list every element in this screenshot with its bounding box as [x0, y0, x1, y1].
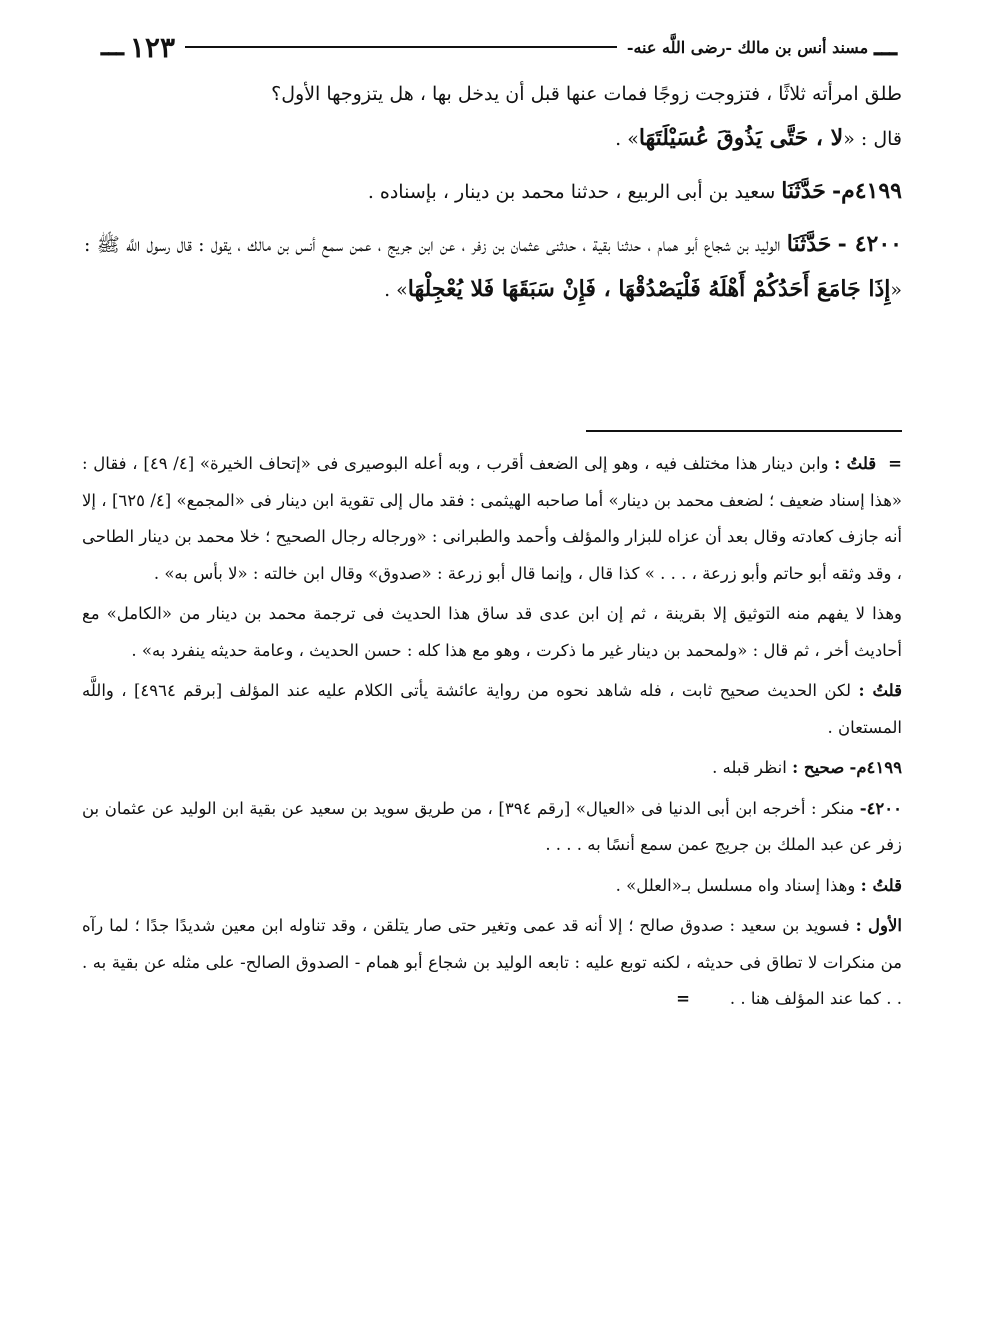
note-label: قلتُ :	[834, 454, 877, 473]
main-text	[84, 72, 902, 320]
footnote-divider	[586, 430, 902, 432]
note-label: صحيح :	[792, 758, 845, 777]
hadith-number: ٤٢٠٠ -	[837, 231, 902, 257]
continuation-marker: =	[676, 989, 690, 1008]
haddathana-word: حَدَّثَنَا	[781, 178, 826, 204]
hadith-text-line1: طلق امرأته ثلاثًا ، فتزوجت زوجًا فمات عنها قبل أن يدخل بها ، هل يتزوجها الأول؟	[271, 83, 902, 105]
book-title: مسند أنس بن مالك -رضى اللَّه عنه-	[626, 37, 869, 57]
running-header	[95, 30, 903, 64]
note-text: وهذا لا يفهم منه التوثيق إلا بقرينة ، ثم إن ابن عدى قد ساق هذا الحديث فى ترجمة محمد بن دينار من «الكامل» مع أحاديث أخر ، ثم قال : «ولمحمد بن دينار غير ما ذكرت ، وهو مع هذا كله : حسن الحديث ، وعامة حديثه ينفرد به» .	[82, 604, 902, 660]
page-number: ١٢٣	[129, 30, 175, 64]
note-label: قلتُ :	[858, 681, 903, 700]
note-label: قلتُ :	[860, 875, 902, 895]
note-paragraph	[82, 673, 902, 746]
continuation-marker: =	[888, 454, 902, 473]
note-number: ٤١٩٩م-	[849, 758, 902, 777]
hadith-4200	[84, 222, 902, 312]
prophetic-saying: لا ، حَتَّى يَذُوقَ عُسَيْلَتَهَا	[638, 125, 844, 151]
prophetic-saying: إِذَا جَامَعَ أَحَدُكُمْ أَهْلَهُ فَلْيَصْدُقْهَا ، فَإِنْ سَبَقَهَا فَلا يُعْجِلْهَا	[407, 276, 891, 302]
hadith-4199	[84, 169, 902, 214]
hadith-text-line2-prefix: قال : «	[843, 128, 902, 150]
note-paragraph	[82, 750, 902, 787]
header-dash-right: ـــ	[874, 32, 897, 62]
note-text: فسويد بن سعيد : صدوق صالح ؛ إلا أنه قد عمى وتغير حتى صار يتلقن ، وقد تناوله ابن معين شديدًا جدًا ؛ لما رآه من منكرات لا تطاق فى حديثه ، لكنه توبع عليه : تابعه الوليد بن شجاع أبو همام - الصدوق الصالح- على مثله عن بقية به . . . كما عند المؤلف هنا . .	[82, 916, 902, 1008]
note-text: وابن دينار هذا مختلف فيه ، وهو إلى الضعف أقرب ، وبه أعله البوصيرى فى «إتحاف الخيرة» [٤/ ٤٩] ، فقال : «هذا إسناد ضعيف ؛ لضعف محمد بن دينار» أما صاحبه الهيثمى : فقد مال إلى تقوية ابن دينار فى «المجمع» [٤/ ٦٢٥] ، إلا أنه جازف كعادته وقال بعد أن عزاه للبزار والمؤلف وأحمد والطبرانى : «ورجاله رجال الصحيح ؛ خلا محمد بن دينار الطاحى ، وقد وثقه أبو حاتم وأبو زرعة ، . . . » كذا قال ، وإنما قال أبو زرعة : «صدوق» وقال ابن خالته : «لا بأس به» .	[81, 454, 903, 583]
note-text: انظر قبله .	[712, 758, 787, 777]
note-paragraph	[82, 908, 902, 1018]
note-paragraph	[82, 791, 902, 864]
hadith-text: سعيد بن أبى الربيع ، حدثنا محمد بن دينار ، بإسناده .	[367, 181, 776, 203]
hadith-text: الوليد بن شجاع أبو همام ، حدثنا بقية ، حدثنى عثمان بن زفر ، عن ابن جريج ، عمن سمع أنس بن مالك ، يقول : قال رسول اللَّه ﷺ : «	[84, 234, 902, 301]
note-text: منكر : أخرجه ابن أبى الدنيا فى «العيال» [رقم ٣٩٤] ، من طريق سويد بن سعيد عن بقية ابن الوليد عن عثمان بن زفر عن عبد الملك بن جريج عمن سمع أنسًا به . . . .	[82, 798, 902, 854]
header-rule	[185, 46, 617, 48]
footnotes	[82, 446, 902, 1022]
note-paragraph	[82, 868, 902, 905]
note-label: الأول :	[855, 916, 902, 935]
hadith-text-end: » .	[384, 279, 408, 301]
note-text: لكن الحديث صحيح ثابت ، فله شاهد نحوه من رواية عائشة يأتى الكلام عليه عند المؤلف [برقم ٤٩٦٤] ، واللَّه المستعان .	[82, 681, 902, 737]
hadith-continuation	[84, 72, 902, 161]
hadith-text-line2-suffix: » .	[615, 128, 639, 150]
hadith-number: ٤١٩٩م-	[831, 178, 902, 204]
note-paragraph	[82, 596, 902, 669]
note-number: ٤٢٠٠-	[859, 798, 903, 818]
header-dash-left: ـــ	[101, 32, 124, 62]
note-paragraph	[82, 446, 902, 592]
haddathana-word: حَدَّثَنَا	[786, 231, 832, 257]
note-text: وهذا إسناد واه مسلسل بـ«العلل» .	[615, 875, 856, 895]
